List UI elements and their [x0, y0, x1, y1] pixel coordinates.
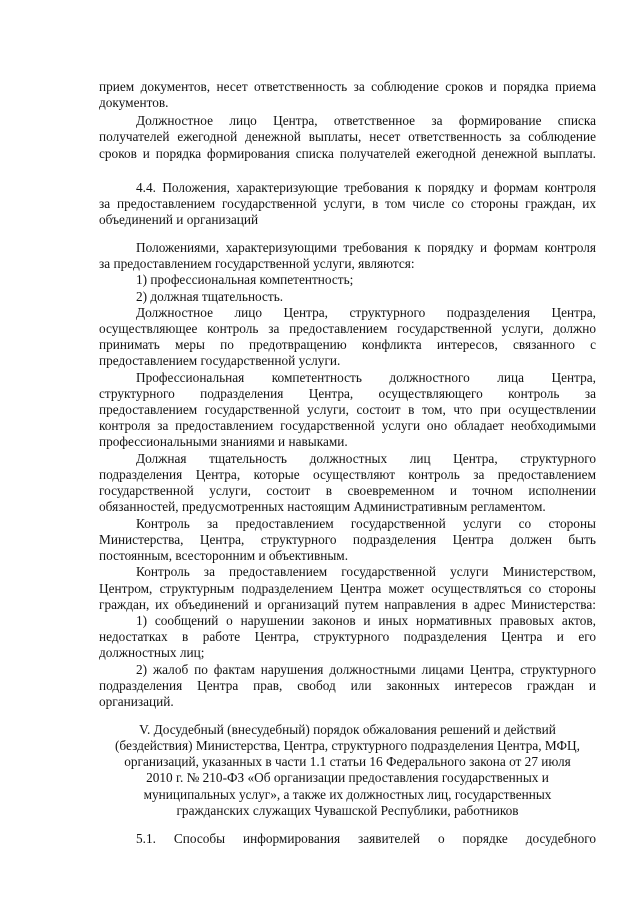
text-line: прием документов, несет ответственность за соблюдение сроков и порядка приема [99, 79, 596, 94]
section-heading: 5.1. Способы информирования заявителей о порядке досудебного [136, 831, 596, 846]
chapter-heading: (бездействия) Министерства, Центра, структурного подразделения Центра, МФЦ, [115, 738, 580, 753]
text-line: должностных лиц; [99, 645, 205, 660]
text-line: Должная тщательность должностных лиц Центра, структурного [136, 451, 596, 466]
list-item: 2) должная тщательность. [136, 289, 284, 304]
section-heading: 4.4. Положения, характеризующие требования к порядку и формам контроля [136, 180, 596, 195]
text-line: недостатках в работе Центра, структурного подразделения Центра и его [99, 629, 596, 644]
text-line: принимать меры по предотвращению конфликта интересов, связанного с [99, 337, 596, 352]
text-line: организаций. [99, 694, 174, 709]
text-line: осуществляющее контроль за предоставлением государственной услуги, должно [99, 321, 596, 336]
text-line: Центром, структурным подразделением Центра может осуществляться со стороны [99, 581, 596, 596]
list-item: 1) профессиональная компетентность; [136, 272, 354, 287]
text-line: обязанностей, предусмотренных настоящим Административным регламентом. [99, 499, 546, 514]
chapter-heading: муниципальных услуг», а также их должностных лиц, государственных [143, 787, 552, 802]
text-line: Должностное лицо Центра, структурного подразделения Центра, [136, 305, 596, 320]
chapter-heading: организаций, указанных в части 1.1 статьи 16 Федерального закона от 27 июля [124, 754, 571, 769]
text-line: профессиональными знаниями и навыками. [99, 434, 348, 449]
chapter-heading: V. Досудебный (внесудебный) порядок обжалования решений и действий [139, 722, 556, 737]
text-line: Профессиональная компетентность должностного лица Центра, [136, 370, 596, 385]
text-line: подразделения Центра, которые осуществляют контроль за предоставлением [99, 467, 596, 482]
text-line: предоставлением государственной услуги, состоит в том, что при осуществлении [99, 402, 596, 417]
text-line: предоставлением государственной услуги. [99, 353, 341, 368]
text-line: Контроль за предоставлением государственной услуги Министерством, [136, 564, 596, 579]
section-heading: объединений и организаций [99, 212, 259, 227]
list-item: 2) жалоб по фактам нарушения должностными лицами Центра, структурного [136, 662, 596, 677]
text-line: граждан, их объединений и организаций путем направления в адрес Министерства: [99, 597, 596, 612]
text-line: Контроль за предоставлением государственной услуги со стороны [136, 516, 596, 531]
section-heading: за предоставлением государственной услуги, в том числе со стороны граждан, их [99, 196, 596, 211]
list-item: 1) сообщений о нарушении законов и иных нормативных правовых актов, [136, 613, 596, 628]
text-line: Положениями, характеризующими требования к порядку и формам контроля [136, 240, 596, 255]
text-line: структурного подразделения Центра, осуществляющего контроль за [99, 386, 596, 401]
text-line: государственной услуги, состоит в своевременном и точном исполнении [99, 483, 596, 498]
chapter-heading: гражданских служащих Чувашской Республики, работников [176, 803, 519, 818]
text-line: за предоставлением государственной услуги, являются: [99, 256, 415, 271]
text-line: Министерства, Центра, структурного подразделения Центра должен быть [99, 532, 596, 547]
chapter-heading: 2010 г. № 210-ФЗ «Об организации предоставления государственных и [146, 770, 549, 785]
text-line: получателей ежегодной денежной выплаты, несет ответственность за соблюдение [99, 129, 596, 144]
text-line: Должностное лицо Центра, ответственное за формирование списка [136, 113, 596, 128]
text-line: сроков и порядка формирования списка получателей ежегодной денежной выплаты. [99, 146, 596, 161]
text-line: контроля за предоставлением государственной услуги оно обладает необходимыми [99, 418, 596, 433]
text-line: подразделения Центра прав, свобод или законных интересов граждан и [99, 678, 596, 693]
text-line: документов. [99, 95, 169, 110]
text-line: постоянным, всесторонним и объективным. [99, 548, 349, 563]
